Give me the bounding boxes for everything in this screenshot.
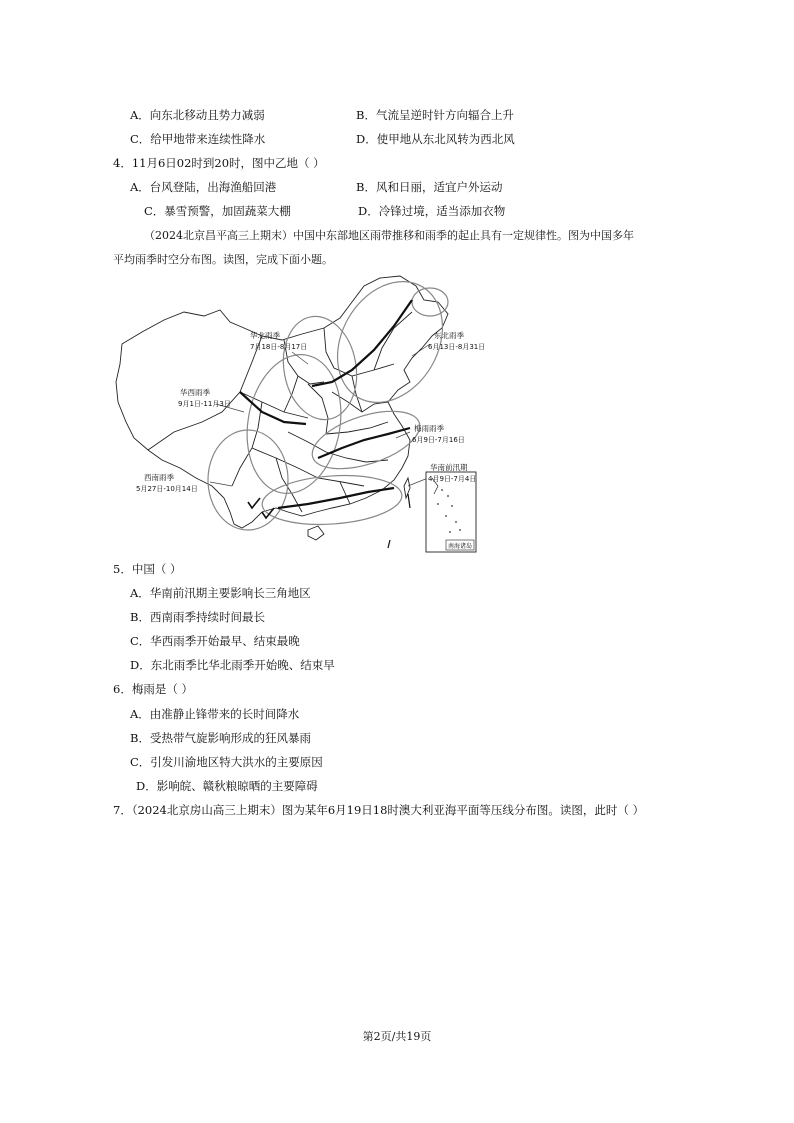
label-huaxi-dates: 9月1日-11月3日 [178,400,231,408]
label-xinan-name: 西南雨季 [144,473,174,482]
q6-option-d: D．影响皖、赣秋粮晾晒的主要障碍 [136,779,318,793]
q4-option-a: A．台风登陆，出海渔船回港 [130,180,277,194]
q4-stem: 4．11月6日02时到20时，图中乙地（ ） [113,156,325,170]
q3-option-c: C．给甲地带来连续性降水 [130,132,266,146]
label-huaxi-name: 华西雨季 [180,388,210,397]
label-huabei-dates: 7月18日-8月17日 [250,343,308,351]
inset-label: 南海诸岛 [447,543,473,550]
check-mark-icon [248,498,260,508]
rain-zone-ellipses [208,272,464,530]
q6-stem: 6．梅雨是（ ） [113,682,193,696]
q4-option-c: C．暴雪预警，加固蔬菜大棚 [144,204,291,218]
intro-line-2: 平均雨季时空分布图。读图，完成下面小题。 [113,253,333,266]
label-xinan-dates: 5月27日-10月14日 [136,485,198,493]
label-dongbei-name: 东北雨季 [434,331,464,340]
label-huanan-name: 华南前汛期 [430,463,468,472]
label-meiyu-dates: 6月9日-7月16日 [412,436,465,444]
label-huabei-name: 华北雨季 [250,331,280,340]
rainy-season-map [112,272,488,558]
q5-stem: 5．中国（ ） [113,562,182,576]
q4-option-d: D．冷锋过境，适当添加衣物 [358,204,506,218]
q6-option-c: C．引发川渝地区特大洪水的主要原因 [130,755,323,769]
page-footer: 第2页/共19页 [362,1030,432,1043]
label-dongbei-dates: 6月13日-8月31日 [428,343,486,351]
q6-option-b: B．受热带气旋影响形成的狂风暴雨 [130,731,311,745]
china-outline [116,276,448,540]
q3-option-b: B．气流呈逆时针方向辐合上升 [356,108,514,122]
q3-option-a: A．向东北移动且势力减弱 [130,108,265,122]
intro-line-1: （2024北京昌平高三上期末）中国中东部地区雨带推移和雨季的起止具有一定规律性。图为中国多年 [144,229,634,242]
q4-option-b: B．风和日丽，适宜户外运动 [356,180,503,194]
label-huanan-dates: 4月9日-7月4日 [428,475,477,483]
q7-stem: 7．（2024北京房山高三上期末）图为某年6月19日18时澳大利亚海平面等压线分布图。读图，此时（ ） [113,803,645,817]
q5-option-b: B．西南雨季持续时间最长 [130,610,265,624]
q6-option-a: A．由准静止锋带来的长时间降水 [130,707,300,721]
q3-option-d: D．使甲地从东北风转为西北风 [356,132,515,146]
q5-option-d: D．东北雨季比华北雨季开始晚、结束早 [130,658,335,672]
q5-option-a: A．华南前汛期主要影响长三角地区 [130,586,311,600]
q5-option-c: C．华西雨季开始最早、结束最晚 [130,634,300,648]
label-meiyu-name: 梅雨雨季 [414,424,444,433]
